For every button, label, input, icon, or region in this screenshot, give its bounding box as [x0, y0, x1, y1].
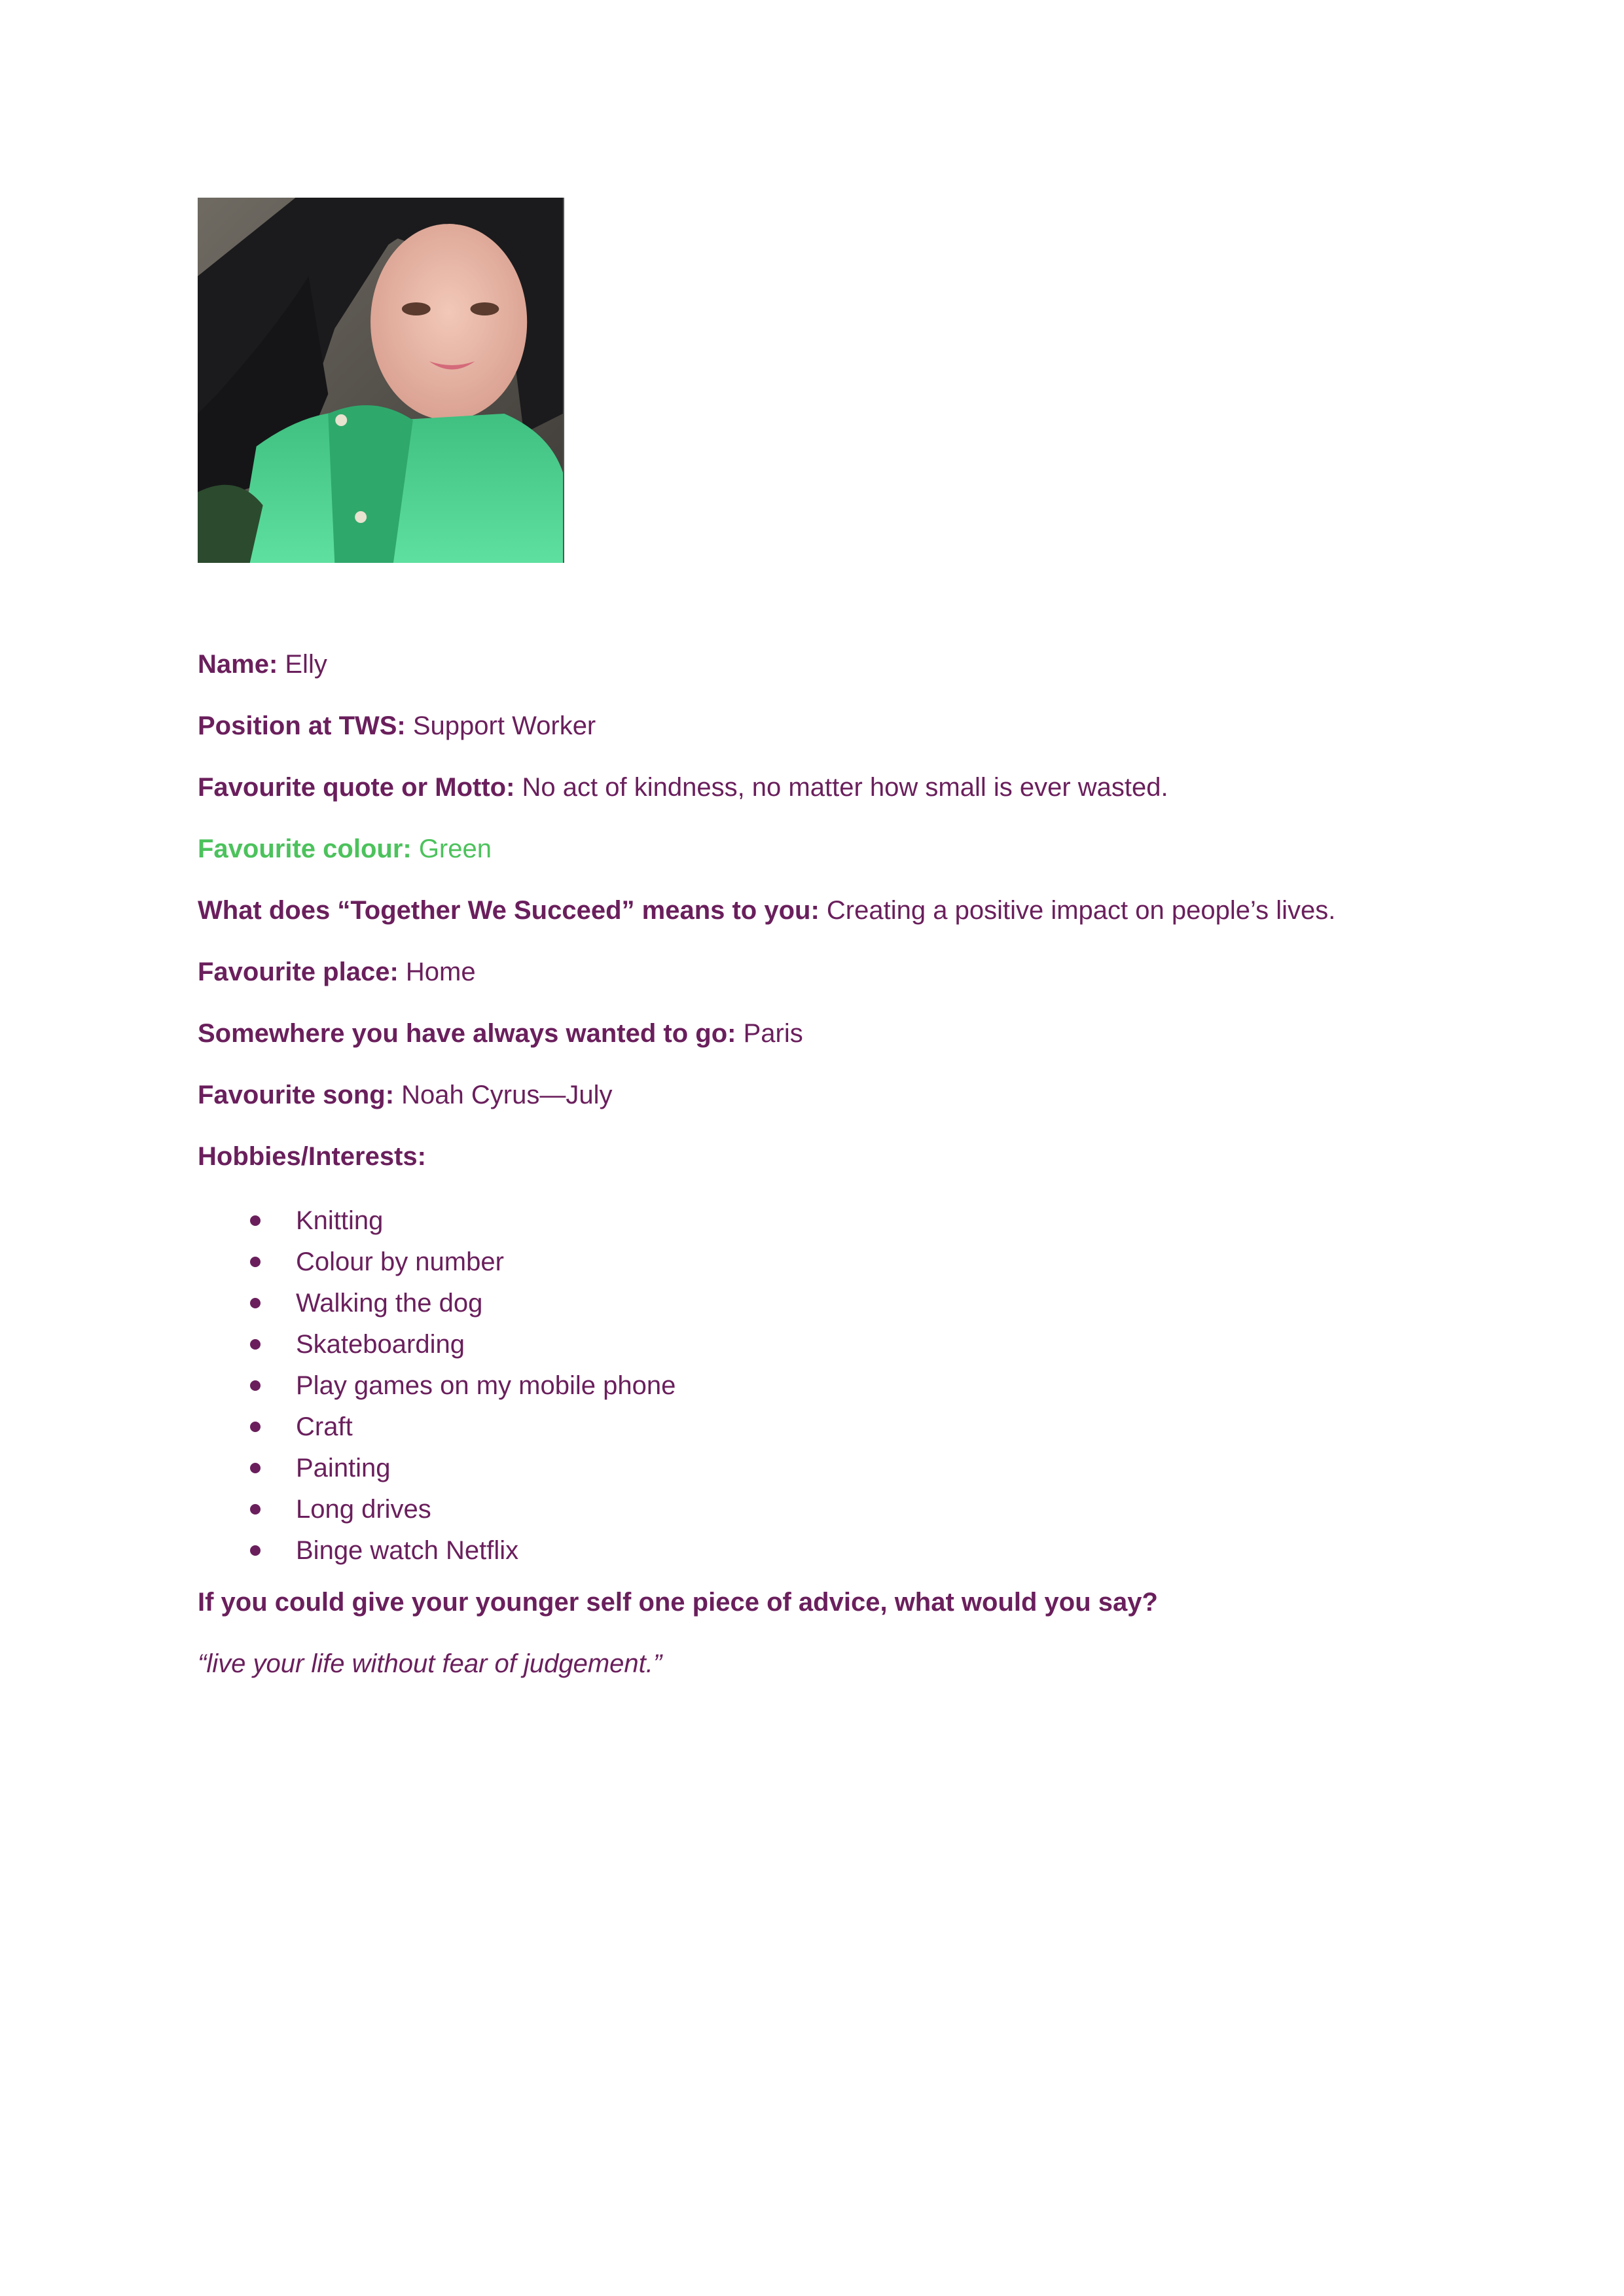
list-item — [198, 1489, 1428, 1530]
list-item — [198, 1200, 1428, 1242]
list-item — [198, 1407, 1428, 1448]
together-field — [198, 893, 1428, 928]
song-field — [198, 1077, 1428, 1113]
list-item — [198, 1324, 1428, 1365]
hobby-text: Knitting — [296, 1206, 384, 1235]
profile-fields — [198, 647, 1428, 1681]
name-field — [198, 647, 1428, 682]
place-field — [198, 954, 1428, 990]
hobby-text: Painting — [296, 1454, 391, 1482]
together-value: Creating a positive impact on people’s lives. — [819, 896, 1336, 925]
list-item — [198, 1530, 1428, 1571]
list-item — [198, 1283, 1428, 1324]
together-label: What does “Together We Succeed” means to you: — [198, 896, 820, 925]
hobby-text: Colour by number — [296, 1247, 504, 1276]
position-label: Position at TWS: — [198, 711, 406, 740]
colour-field — [198, 831, 1428, 867]
quote-value: No act of kindness, no matter how small is ever wasted. — [514, 773, 1168, 802]
bullet-icon — [250, 1545, 261, 1556]
wanted-field — [198, 1016, 1428, 1051]
bullet-icon — [250, 1215, 261, 1226]
bullet-icon — [250, 1380, 261, 1391]
quote-field — [198, 770, 1428, 805]
bullet-icon — [250, 1504, 261, 1515]
place-label: Favourite place: — [198, 958, 399, 986]
bullet-icon — [250, 1339, 261, 1350]
bullet-icon — [250, 1422, 261, 1432]
colour-value: Green — [411, 834, 492, 863]
bullet-icon — [250, 1257, 261, 1267]
wanted-label: Somewhere you have always wanted to go: — [198, 1019, 736, 1048]
hobbies-list — [198, 1200, 1428, 1571]
portrait-image — [198, 198, 563, 563]
list-item — [198, 1448, 1428, 1489]
name-label: Name: — [198, 650, 278, 679]
place-value: Home — [398, 958, 476, 986]
colour-label: Favourite colour: — [198, 834, 412, 863]
wanted-value: Paris — [736, 1019, 803, 1048]
hobbies-label: Hobbies/Interests: — [198, 1142, 426, 1171]
hobby-text: Binge watch Netflix — [296, 1536, 519, 1565]
hobby-text: Walking the dog — [296, 1289, 483, 1318]
position-field — [198, 708, 1428, 744]
list-item — [198, 1242, 1428, 1283]
advice-answer: “live your life without fear of judgement.” — [198, 1649, 662, 1678]
profile-photo — [198, 198, 564, 563]
advice-question: If you could give your younger self one piece of advice, what would you say? — [198, 1588, 1158, 1617]
bullet-icon — [250, 1298, 261, 1308]
hobby-text: Skateboarding — [296, 1330, 465, 1359]
song-value: Noah Cyrus—July — [394, 1081, 613, 1109]
hobby-text: Play games on my mobile phone — [296, 1371, 676, 1400]
list-item — [198, 1365, 1428, 1407]
position-value: Support Worker — [405, 711, 596, 740]
profile-page — [198, 198, 1428, 1681]
hobby-text: Craft — [296, 1412, 353, 1441]
name-value: Elly — [278, 650, 327, 679]
quote-label: Favourite quote or Motto: — [198, 773, 515, 802]
bullet-icon — [250, 1463, 261, 1473]
hobby-text: Long drives — [296, 1495, 431, 1524]
song-label: Favourite song: — [198, 1081, 395, 1109]
hobbies-heading — [198, 1139, 1428, 1174]
